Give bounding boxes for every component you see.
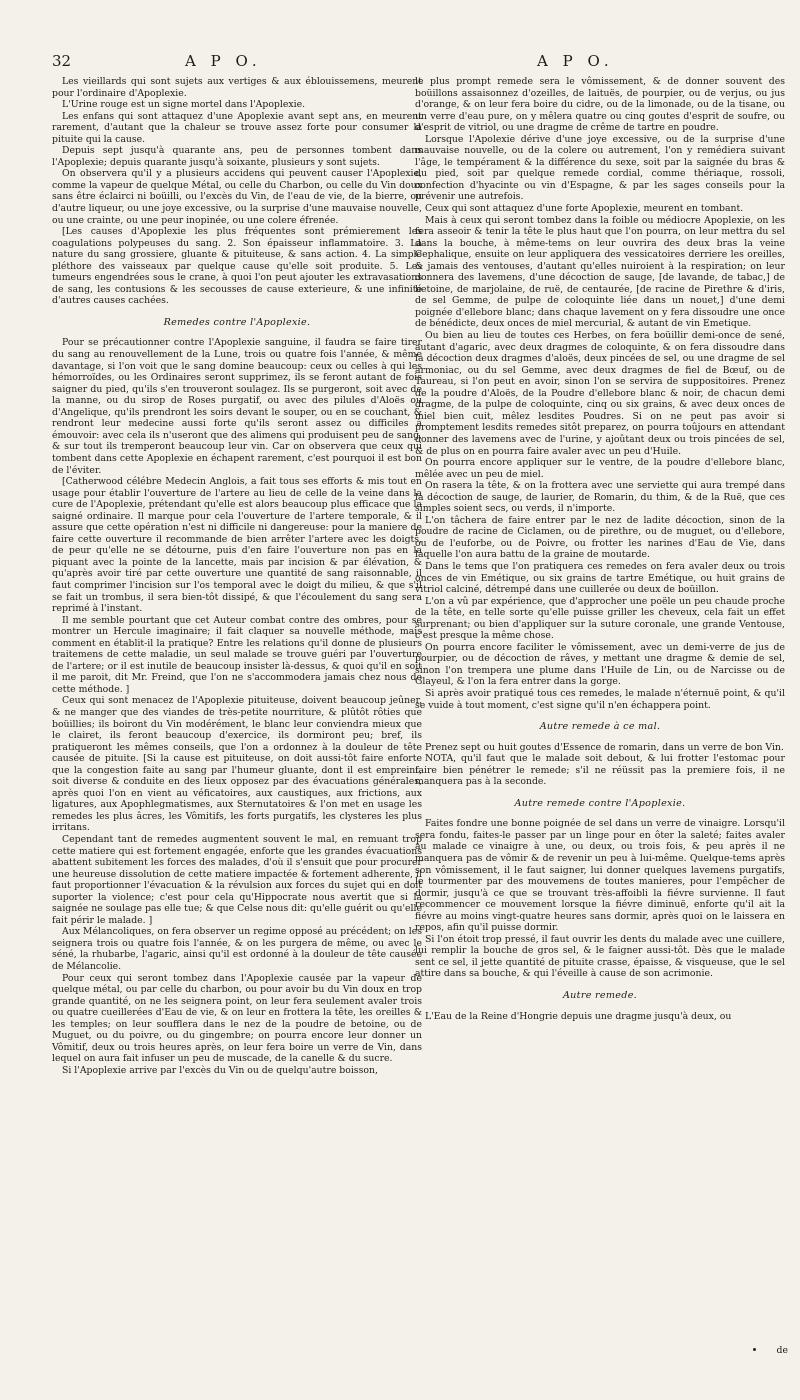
- right-column: [415, 76, 785, 1022]
- paragraph: Prenez sept ou huit goutes d'Essence de romarin, dans un verre de bon Vin.: [425, 741, 784, 753]
- paragraph: On pourra encore appliquer sur le ventre, de la poudre d'ellebore blanc, mêlée avec un peu de miel.: [415, 457, 785, 480]
- ink-spot: [753, 1348, 756, 1351]
- paragraph: Si l'on étoit trop pressé, il faut ouvrir les dents du malade avec une cuillere, lui remplir la bouche de gros sel, & le faigner aussi-tôt. Dès que le malade sent ce sel, il jette quantité de pituite crasse, épaisse, & visqueuse, que le sel attire dans sa bouche, & qui l'éveille à cause de son acrimonie.: [415, 933, 785, 980]
- page-number: 32: [52, 52, 72, 70]
- paragraph: Aux Mélancoliques, on fera observer un regime opposé au précédent; on les seignera trois ou quatre fois l'année, & on les purgera de même, ou avec le séné, la rhubarbe, l'agaric, ainsi qu'il est ordonné à la douleur de tête causée de Mélancolie.: [52, 926, 422, 973]
- paragraph: On rasera la tête, & on la frottera avec une serviette qui aura trempé dans la décoction de sauge, de laurier, de Romarin, du thim, & de la Ruë, que ces simples soient secs, ou verds, il n'importe.: [415, 480, 785, 515]
- paragraph: Les vieillards qui sont sujets aux vertiges & aux éblouissemens, meurent pour l'ordinaire d'Apoplexie.: [52, 76, 422, 99]
- section-heading: Autre remede.: [562, 990, 638, 1002]
- paragraph: Mais à ceux qui seront tombez dans la foible ou médiocre Apoplexie, on les fera asseoir & tenir la tête le plus haut que l'on pourra, on leur mettra du sel dans la bouche, à même-tems on leur ouvrira des deux bras la veine Cephalique, ensuite on leur appliquera des vessicatoires derriere les oreilles, & jamais des ventouses, d'autant qu'elles nuiroient à la respiration; on leur donnera des lavemens, d'une décoction de sauge, [de lavande, de tabac,] de betoine, de marjolaine, de ruë, de centaurée, [de racine de Pirethre & d'iris, de sel Gemme, de pulpe de coloquinte liée dans un nouet,] d'une demi poignée d'ellebore blanc; dans chaque lavement on y fera dissoudre une once de bénédicte, deux onces de miel mercurial, & autant de vin Emetique.: [415, 214, 785, 330]
- paragraph: le plus prompt remede sera le vômissement, & de donner souvent des boüillons assaisonnez d'ozeilles, de laituës, de pourpier, ou de verjus, ou jus d'orange, & on leur fera boire du cidre, ou de la limonade, ou de la tisane, ou un verre d'eau pure, on y mêlera quatre ou cinq goutes d'esprit de soufre, ou d'esprit de vitriol, ou une dragme de crême de tartre en poudre.: [415, 76, 785, 134]
- paragraph: [Catherwood célébre Medecin Anglois, a fait tous ses efforts & mis tout en usage pour établir l'ouverture de l'artere au lieu de celle de la veine dans la cure de l'Apoplexie, prétendant qu'elle est alors beaucoup plus efficace que la saigné ordinaire. Il marque pour cela l'ouverture de l'artere temporale, & il assure que cette opération n'est ni difficile ni dangereuse: pour la maniere de faire cette ouverture il recommande de bien arrêter l'artere avec les doigts, de peur qu'elle ne se détourne, puis d'en faire l'ouverture non pas en la piquant avec la pointe de la lancette, mais par incision & par élévation, & qu'après avoir tiré par cette ouverture une quantité de sang raisonnable, il faut comprimer l'incision sur l'os temporal avec le doigt du milieu, & que s'il se fait un trombus, il sera bien-tôt dissipé, & que l'écoulement du sang sera reprimé à l'instant.: [52, 476, 422, 615]
- paragraph: Ou bien au lieu de toutes ces Herbes, on fera boüillir demi-once de sené, autant d'agaric, avec deux dragmes de coloquinte, & on fera dissoudre dans la décoction deux dragmes d'aloës, deux pincées de sel, ou une dragme de sel armoniac, ou du sel Gemme, avec deux dragmes de fiel de Bœuf, ou de Taureau, si l'on peut en avoir, sinon l'on se servira de suppositoires. Prenez de la poudre d'Aloës, de la Poudre d'ellebore blanc & noir, de chacun demi dragme, de la pulpe de coloquinte, cinq ou six grains, & avec deux onces de miel bien cuit, mêlez lesdites Poudres. Si on ne peut pas avoir si promptement lesdits remedes sitôt preparez, on pourra toûjours en attendant donner des lavemens avec de l'urine, y ajoûtant deux ou trois pincées de sel, & de plus on en pourra faire avaler avec un peu d'Huile.: [415, 330, 785, 457]
- section-heading: Remedes contre l'Apoplexie.: [163, 316, 311, 328]
- paragraph: Pour se précautionner contre l'Apoplexie sanguine, il faudra se faire tirer du sang au renouvellement de la Lune, trois ou quatre fois l'année, & même davantage, si l'on voit que le sang domine beaucoup: ceux ou celles à qui les hémorroïdes, ou les Ordinaires seront supprimez, ils se feront autant de fois saigner du pied, qu'ils s'en trouveront soulagez. Ils se purgeront, soit avec de la manne, ou du sirop de Roses purgatif, ou avec des pilules d'Aloës ou d'Angelique, qu'ils prendront les soirs devant le souper, ou en se couchant, & rendront leur medecine aussi forte qu'ils seront assez ou difficiles à émouvoir: avec cela ils n'useront que des alimens qui produisent peu de sang, & sur tout ils tremperont beaucoup leur vin. Car on observera que ceux qui tombent dans cette Apoplexie en échapent rarement, c'est pourquoi il est bon de l'éviter.: [52, 337, 422, 476]
- paragraph: Faites fondre une bonne poignée de sel dans un verre de vinaigre. Lorsqu'il sera fondu, faites-le passer par un linge pour en ôter la saleté; faites avaler au malade ce vinaigre à une, ou deux, ou trois fois, & peu après il ne manquera pas de vômir & de revenir un peu à lui-même. Quelque-tems après son vômissement, il le faut saigner, lui donner quelques lavemens purgatifs, le tourmenter par des mouvemens de toutes manieres, pour l'empêcher de dormir, jusqu'à ce que se trouvant très-affoibli la fiévre survienne. Il faut recommencer ce mouvement lorsque la fiévre diminuë, enforte qu'il ait la fiévre au moins vingt-quatre heures sans dormir, après quoi on le laissera en repos, afin qu'il puisse dormir.: [415, 818, 785, 934]
- paragraph: Pour ceux qui seront tombez dans l'Apoplexie causée par la vapeur de quelque métal, ou par celle du charbon, ou pour avoir bu du Vin doux en trop grande quantité, on ne les seignera point, on leur fera seulement avaler trois ou quatre cueillerées d'Eau de vie, & on leur en frottera la tête, les oreilles & les temples; on leur soufflera dans le nez de la poudre de betoine, ou de Muguet, ou du poivre, ou du gingembre; on pourra encore leur donner un Vômitif, deux ou trois heures après, on leur fera boire un verre de Vin, dans lequel on aura fait infuser un peu de muscade, de la canelle & du sucre.: [52, 972, 422, 1065]
- paragraph: Depuis sept jusqu'à quarante ans, peu de personnes tombent dans l'Apoplexie; depuis quarante jusqu'à soixante, plusieurs y sont sujets.: [52, 145, 422, 168]
- paragraph: On observera qu'il y a plusieurs accidens qui peuvent causer l'Apoplexie, comme la vapeur de quelque Métal, ou celle du Charbon, ou celle du Vin doux sans être éclairci ni boüilli, ou l'excès du Vin, de l'eau de vie, de la bierre, ou d'autre liqueur, ou une joye excessive, ou la surprise d'une mauvaise nouvelle, ou une crainte, ou une peur inopinée, ou une colere éfrenée.: [52, 168, 423, 226]
- catchword: de: [776, 1345, 788, 1356]
- paragraph: Ceux qui sont menacez de l'Apoplexie pituiteuse, doivent beaucoup jeûner, & ne manger que des viandes de très-petite nourriture, & plûtôt rôties que boüillies; ils boiront du Vin modérément, le blanc leur conviendra mieux que le clairet, ils feront beaucoup d'exercice, ils dormiront peu; bref, ils pratiqueront les mêmes conseils, que l'on a ordonnez à la douleur de tête causée de pituite. [Si la cause est pituiteuse, on doit aussi-tôt faire enforte que la congestion faite au sang par l'humeur gluante, dont il est empreint, soit diverse & conduite en des lieux opposez par des évacuations générales, après quoi l'on en vient au véficatoires, aux caustiques, aux frictions, aux ligatures, aux Apophlegmatismes, aux Sternutatoires & l'on met en usage les remedes les plus âcres, les Vômitifs, les forts purgatifs, les clysteres les plus irritans.: [52, 695, 422, 834]
- paragraph: Ceux qui sont attaquez d'une forte Apoplexie, meurent en tombant.: [425, 203, 744, 215]
- paragraph: [Les causes d'Apoplexie les plus fréquentes sont prémierement les coagulations polypeuses du sang. 2. Son épaisseur inflammatoire. 3. La nature du sang grossiere, gluante & pituiteuse, & sans action. 4. La simple pléthore des vaisseaux par quelque cause qu'elle soit produite. 5. Les tumeurs engendrées sous le crane, à quoi l'on peut ajouter les extravasations de sang, les contusions & les secousses de cause exterieure, & une infinité d'autres causes cachées.: [52, 226, 422, 307]
- paragraph: L'on a vû par expérience, que d'approcher une poële un peu chaude proche de la tête, en telle sorte qu'elle puisse griller les cheveux, cela fait un effet surprenant; ou bien d'appliquer sur la suture coronale, une grande Ventouse, c'est presque la même chose.: [415, 595, 785, 642]
- running-head-left: A P O.: [185, 52, 262, 70]
- paragraph: L'on tâchera de faire entrer par le nez de ladite décoction, sinon de la poudre de racine de Ciclamen, ou de pirethre, ou de muguet, ou d'ellebore, ou de l'euforbe, ou de Poivre, ou frotter les narines d'Eau de Vie, dans laquelle l'on aura battu de la graine de moutarde.: [415, 514, 785, 561]
- paragraph: Si après avoir pratiqué tous ces remedes, le malade n'éternuë point, & qu'il se vuide à tout moment, c'est signe qu'il n'en échappera point.: [415, 687, 785, 711]
- section-heading: Autre remede contre l'Apoplexie.: [514, 797, 686, 809]
- paragraph: On pourra encore faciliter le vômissement, avec un demi-verre de jus de pourpier, ou de décoction de râves, y mettant une dragme & demie de sel, sinon l'on trempera une plume dans l'Huile de Lin, ou de Narcisse ou de Glayeul, & l'on la fera entrer dans la gorge.: [415, 641, 785, 688]
- paragraph: Si l'Apoplexie arrive par l'excès du Vin ou de quelqu'autre boisson,: [62, 1064, 378, 1076]
- left-column: [52, 76, 422, 1076]
- paragraph: L'Urine rouge est un signe mortel dans l'Apoplexie.: [62, 99, 306, 111]
- paragraph: NOTA, qu'il faut que le malade soit debout, & lui frotter l'estomac pour faire bien pénétrer le remede; s'il ne réüssit pas la premiere fois, il ne manquera pas à la seconde.: [415, 753, 785, 788]
- paragraph: Les enfans qui sont attaquez d'une Apoplexie avant sept ans, en meurent rarement, d'autant que la chaleur se trouve assez forte pour consumer la pituite qui la cause.: [52, 110, 422, 145]
- running-head-right: A P O.: [537, 52, 614, 70]
- paragraph: Lorsque l'Apolexie dérive d'une joye excessive, ou de la surprise d'une mauvaise nouvelle, ou de la colere ou autrement, l'on y remédiera suivant l'âge, le tempérament & la différence du sexe, soit par la saignée du bras & du pied, soit par quelque remede cordial, comme thériaque, rossoli, confection d'hyacinte ou vin d'Espagne, & par les sages conseils pour la prévenir une autrefois.: [415, 133, 785, 203]
- paragraph: L'Eau de la Reine d'Hongrie depuis une dragme jusqu'à deux, ou: [425, 1010, 732, 1022]
- paragraph: Cependant tant de remedes augmentent souvent le mal, en remuant trop cette matiere qui est fortement engagée, enforte que les grandes évacuations abattent subitement les forces des malades, d'où il s'ensuit que pour procurer une heureuse dissolution de cette matiere impactée & fortement adherente, il faut proportionner l'évacuation & la révulsion aux forces du sujet qui en doit suporter la violence; c'est pour cela qu'Hippocrate nous avertit que si la saignée ne soulage pas elle tue; & que Celse nous dit: qu'elle guérit ou qu'elle fait périr le malade. ]: [52, 834, 422, 926]
- paragraph: Il me semble pourtant que cet Auteur combat contre des ombres, pour se montrer un Hercule imaginaire; il fait claquer sa nouvelle méthode, mais comment en établit-il la pratique? Entre les relations qu'il donne de plusieurs traitemens de cette maladie, un seul malade se trouve guéri par l'ouverture de l'artere; or il est inutile de beaucoup insister là-dessus, & quoi qu'il en soit il me paroit, dit Mr. Freind, que l'on ne s'accommodera jamais chez nous de cette méthode. ]: [52, 614, 422, 695]
- paragraph: Dans le tems que l'on pratiquera ces remedes on fera avaler deux ou trois onces de vin Emétique, ou six grains de tartre Emétique, ou huit grains de vitriol calciné, détrempé dans une cuillerée ou deux de boüillon.: [415, 560, 785, 596]
- section-heading: Autre remede à ce mal.: [539, 721, 661, 733]
